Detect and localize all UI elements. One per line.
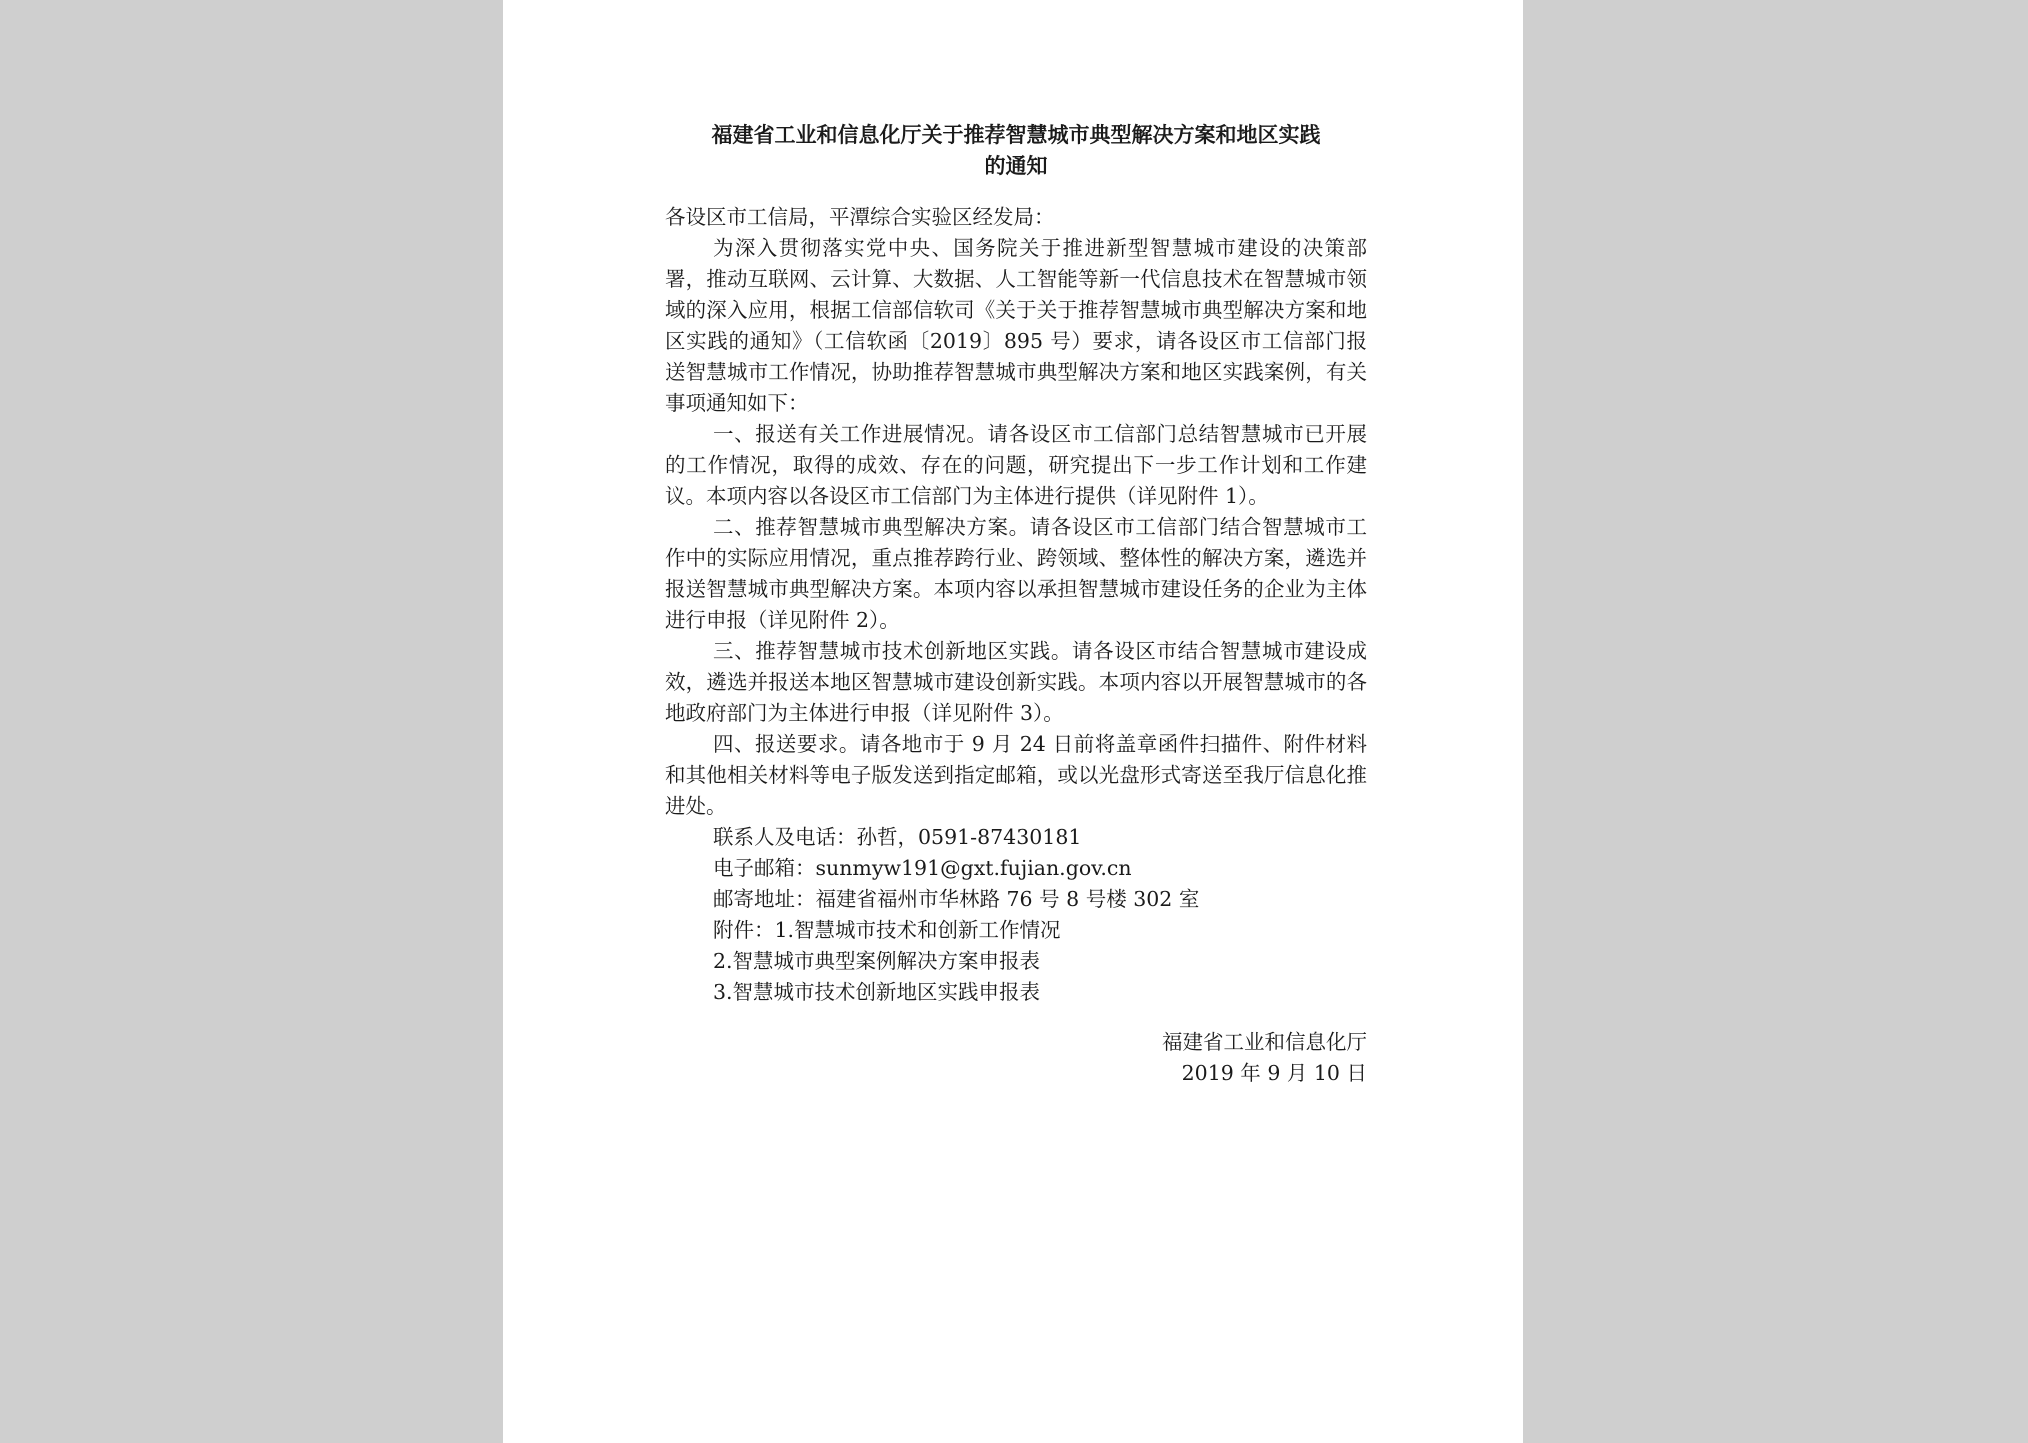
address-line: 邮寄地址：福建省福州市华林路 76 号 8 号楼 302 室 — [713, 887, 1200, 911]
signature-date: 2019 年 9 月 10 日 — [1181, 1061, 1367, 1085]
item-3-paragraph: 三、推荐智慧城市技术创新地区实践。请各设区市结合智慧城市建设成效，遴选并报送本地区智慧城市建设创新实践。本项内容以开展智慧城市的各地政府部门为主体进行申报（详见附件 3）。 — [665, 639, 1367, 725]
attachment-1: 附件：1.智慧城市技术和创新工作情况 — [713, 918, 1061, 942]
email-line: 电子邮箱：sunmyw191@gxt.fujian.gov.cn — [713, 856, 1132, 880]
title-line-2: 的通知 — [984, 154, 1048, 178]
attachment-3: 3.智慧城市技术创新地区实践申报表 — [713, 980, 1041, 1004]
signature-org: 福建省工业和信息化厅 — [1162, 1030, 1367, 1054]
signature-block — [665, 1027, 1367, 1089]
item-4-paragraph: 四、报送要求。请各地市于 9 月 24 日前将盖章函件扫描件、附件材料和其他相关材料等电子版发送到指定邮箱，或以光盘形式寄送至我厅信息化推进处。 — [665, 732, 1367, 818]
contact-line: 联系人及电话：孙哲，0591-87430181 — [713, 825, 1082, 849]
item-2-paragraph: 二、推荐智慧城市典型解决方案。请各设区市工信部门结合智慧城市工作中的实际应用情况，重点推荐跨行业、跨领域、整体性的解决方案，遴选并报送智慧城市典型解决方案。本项内容以承担智慧城市建设任务的企业为主体进行申报（详见附件 2）。 — [665, 515, 1367, 632]
title-line-1: 福建省工业和信息化厅关于推荐智慧城市典型解决方案和地区实践 — [711, 123, 1321, 147]
page-content — [665, 120, 1367, 1089]
intro-paragraph: 为深入贯彻落实党中央、国务院关于推进新型智慧城市建设的决策部署，推动互联网、云计算、大数据、人工智能等新一代信息技术在智慧城市领域的深入应用，根据工信部信软司《关于关于推荐智慧城市典型解决方案和地区实践的通知》（工信软函〔2019〕895 号）要求，请各设区市工信部门报送智慧城市工作情况，协助推荐智慧城市典型解决方案和地区实践案例，有关事项通知如下： — [665, 236, 1367, 415]
document-title — [665, 120, 1367, 182]
attachment-2: 2.智慧城市典型案例解决方案申报表 — [713, 949, 1041, 973]
item-1-paragraph: 一、报送有关工作进展情况。请各设区市工信部门总结智慧城市已开展的工作情况，取得的成效、存在的问题，研究提出下一步工作计划和工作建议。本项内容以各设区市工信部门为主体进行提供（详见附件 1）。 — [665, 422, 1367, 508]
salutation: 各设区市工信局，平潭综合实验区经发局： — [665, 205, 1055, 229]
document-page — [503, 0, 1523, 1443]
